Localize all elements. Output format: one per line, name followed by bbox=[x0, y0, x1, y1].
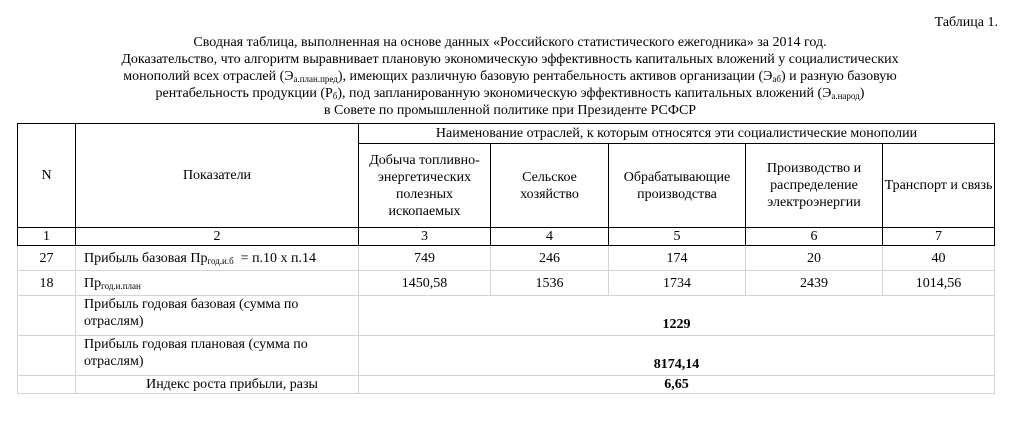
summary-table bbox=[17, 123, 995, 394]
row-n: 18 bbox=[18, 271, 76, 296]
summary-label: Индекс роста прибыли, разы bbox=[76, 376, 359, 394]
col-number: 4 bbox=[491, 228, 609, 246]
summary-row bbox=[18, 376, 995, 394]
cell-value: 1450,58 bbox=[359, 271, 491, 296]
title-line-2: Доказательство, что алгоритм выравнивает плановую экономическую эффективность капитальных вложений у социалистических bbox=[121, 52, 899, 67]
summary-label: Прибыль годовая плановая (сумма по отраслям) bbox=[76, 336, 359, 376]
cell-value: 1734 bbox=[609, 271, 746, 296]
row-label: Прибыль базовая $Пр_{год.и.б} = п.10$ х п.14 bbox=[76, 246, 359, 271]
col-number: 5 bbox=[609, 228, 746, 246]
title-line-5: в Совете по промышленной политике при Президенте РСФСР bbox=[323, 103, 697, 118]
col-number: 2 bbox=[76, 228, 359, 246]
summary-value: 8174,14 bbox=[359, 336, 995, 376]
header-sectors-group: Наименование отраслей, к которым относятся эти социалистические монополии bbox=[359, 124, 995, 144]
col-number: 1 bbox=[18, 228, 76, 246]
title-line-3: монополий всех отраслей $(Э_{а.план.пред})$, имеющих различную базовую рентабельность активов организации $(Э_{аб})$ и разную базовую bbox=[123, 69, 897, 84]
col-number: 6 bbox=[746, 228, 883, 246]
header-sector-5: Транспорт и связь bbox=[883, 144, 995, 228]
cell-value: 246 bbox=[491, 246, 609, 271]
cell-value: 2439 bbox=[746, 271, 883, 296]
title-line-4: рентабельность продукции $(Р_б)$, под запланированную экономическую эффективность капитальных вложений $(Э_{а.народ})$ bbox=[155, 86, 865, 101]
header-sector-1: Добыча топливно-энергетических полезных ископаемых bbox=[359, 144, 491, 228]
summary-row bbox=[18, 296, 995, 336]
header-indicators: Показатели bbox=[76, 124, 359, 228]
header-sector-3: Обрабатывающие производства bbox=[609, 144, 746, 228]
row-label: $Пр_{год.и.план}$ bbox=[76, 271, 359, 296]
summary-value: 6,65 bbox=[359, 376, 995, 394]
cell-value: 1536 bbox=[491, 271, 609, 296]
row-n: 27 bbox=[18, 246, 76, 271]
cell-value: 174 bbox=[609, 246, 746, 271]
table-caption: Таблица 1. bbox=[934, 15, 998, 30]
summary-label: Прибыль годовая базовая (сумма по отраслям) bbox=[76, 296, 359, 336]
col-number: 3 bbox=[359, 228, 491, 246]
header-n: N bbox=[18, 124, 76, 228]
table-row bbox=[18, 271, 995, 296]
table-row bbox=[18, 246, 995, 271]
title-line-1: Сводная таблица, выполненная на основе данных «Российского статистического ежегодника» за 2014 год. bbox=[193, 35, 827, 50]
table-title bbox=[20, 34, 1000, 119]
header-sector-4: Производство и распределение электроэнергии bbox=[746, 144, 883, 228]
summary-row bbox=[18, 336, 995, 376]
header-sector-2: Сельское хозяйство bbox=[491, 144, 609, 228]
cell-value: 20 bbox=[746, 246, 883, 271]
summary-value: 1229 bbox=[359, 296, 995, 336]
cell-value: 40 bbox=[883, 246, 995, 271]
cell-value: 1014,56 bbox=[883, 271, 995, 296]
cell-value: 749 bbox=[359, 246, 491, 271]
col-number: 7 bbox=[883, 228, 995, 246]
